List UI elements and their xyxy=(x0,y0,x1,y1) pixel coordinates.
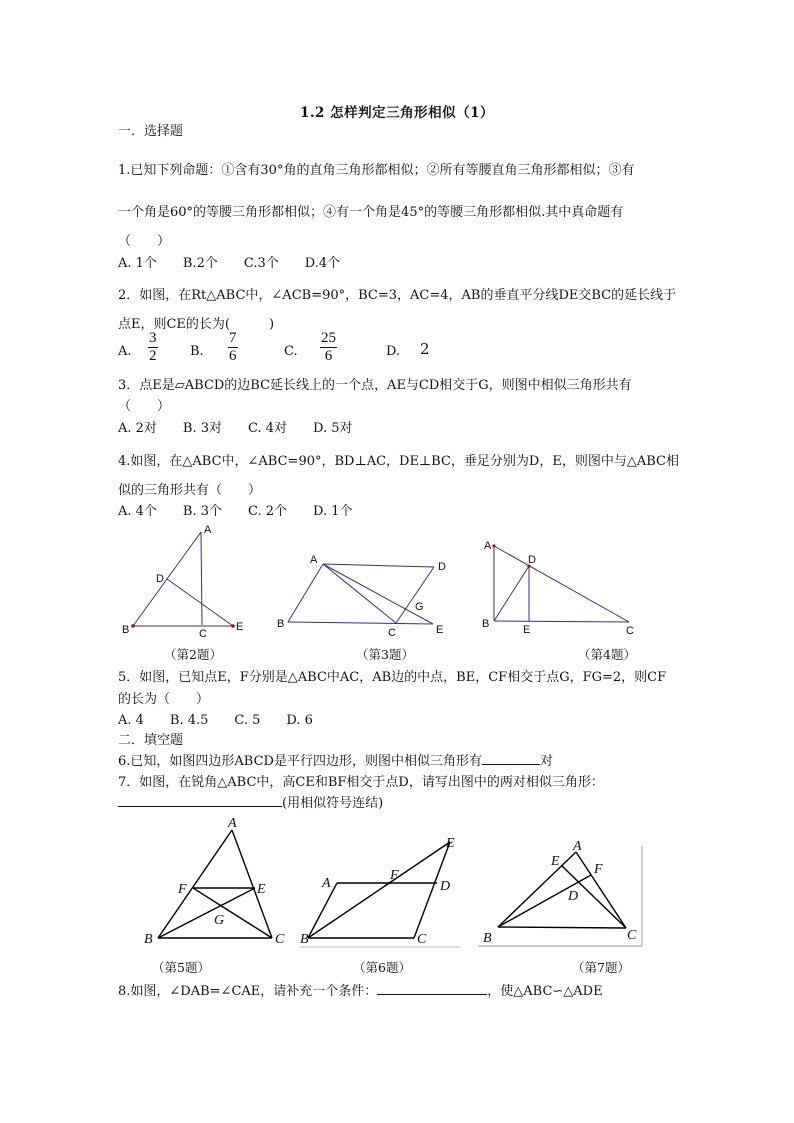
figure-q6 xyxy=(300,832,465,952)
fig2-label-a: A xyxy=(204,524,212,536)
fig7-label-f: F xyxy=(594,862,603,877)
fig6-label-b: B xyxy=(300,932,309,947)
fig4-label-c: C xyxy=(626,625,634,637)
q1-options: A. 1个 B.2个 C.3个 D.4个 xyxy=(118,256,341,271)
fig7-label-d: D xyxy=(568,889,579,904)
q1-line3: （ ） xyxy=(118,234,171,249)
q6-line xyxy=(118,750,553,769)
caption-q7-figure: （第7题） xyxy=(572,960,630,975)
figure-q5 xyxy=(140,812,295,952)
fig3-label-g: G xyxy=(415,601,424,613)
q2-option-d-label: D. xyxy=(386,344,401,359)
fig4-label-e: E xyxy=(523,624,531,636)
fig7-label-b: B xyxy=(483,931,492,946)
q2-option-c-label: C. xyxy=(284,344,298,359)
fig2-label-d: D xyxy=(156,573,164,585)
q8-text-tail: ，使△ABC∽△ADE xyxy=(487,984,603,999)
fig5-label-b: B xyxy=(144,932,153,947)
q3-options: A. 2对 B. 3对 C. 4对 D. 5对 xyxy=(118,421,353,436)
caption-q5-figure: （第5题） xyxy=(152,960,210,975)
caption-q2-figure: （第2题） xyxy=(164,647,222,662)
fig6-label-e: E xyxy=(446,836,455,851)
fig4-label-d: D xyxy=(528,554,536,566)
q2-line2: 点E，则CE的长为( ) xyxy=(118,317,275,332)
fig5-seg-be xyxy=(158,888,255,938)
section-choice-heading: 一．选择题 xyxy=(118,124,184,139)
fig4-seg-ac xyxy=(494,546,629,622)
fig6-label-f: F xyxy=(390,868,399,883)
figure-q2 xyxy=(120,522,250,642)
fig2-dot-e xyxy=(231,624,235,628)
fig2-dot-b xyxy=(131,624,135,628)
q1-line2: 一个角是60°的等腰三角形都相似；④有一个角是45°的等腰三角形都相似.其中真命题有 xyxy=(118,205,624,220)
q4-options: A. 4个 B. 3个 C. 2个 D. 1个 xyxy=(118,504,353,519)
q2-fraction-a-numerator: 3 xyxy=(149,330,157,346)
fig2-seg-de xyxy=(167,579,233,626)
fig5-label-c: C xyxy=(275,932,285,947)
fig2-label-c: C xyxy=(199,628,207,640)
fig2-label-e: E xyxy=(236,621,244,633)
q3-line1: 3．点E是▱ABCD的边BC延长线上的一个点，AE与CD相交于G，则图中相似三角形共有 xyxy=(118,378,632,393)
fig3-label-b: B xyxy=(277,618,285,630)
fig4-seg-bd xyxy=(494,566,529,621)
fig3-seg-ae xyxy=(323,564,433,624)
fig4-seg-bc xyxy=(494,621,629,622)
fig4-label-b: B xyxy=(482,618,490,630)
fig3-seg-ad xyxy=(323,564,434,567)
page-title: 1.2 怎样判定三角形相似（1） xyxy=(299,105,495,121)
q7-answer-blank[interactable] xyxy=(118,806,282,807)
q6-answer-blank[interactable] xyxy=(482,764,540,765)
q4-line2: 似的三角形共有（ ） xyxy=(118,483,262,498)
q5-line1: 5．如图，已知点E，F分别是△ABC中AC，AB边的中点，BE，CF相交于点G，FG=2，则CF xyxy=(118,670,667,685)
fig7-seg-bc xyxy=(498,927,626,928)
fig4-dot-a xyxy=(492,544,495,547)
caption-q4-figure: （第4题） xyxy=(578,647,636,662)
caption-q3-figure: （第3题） xyxy=(356,647,414,662)
figure-q3 xyxy=(272,550,452,645)
q2-fraction-a-denominator: 2 xyxy=(149,348,157,364)
fig3-label-c: C xyxy=(388,627,396,639)
q2-fraction-b-denominator: 6 xyxy=(229,348,237,364)
caption-q6-figure: （第6题） xyxy=(353,960,411,975)
q2-fraction-c-numerator: 25 xyxy=(321,330,336,346)
fig6-label-c: C xyxy=(417,932,427,947)
fig3-label-e: E xyxy=(436,624,444,636)
fig3-seg-be xyxy=(288,622,433,624)
q2-line1: 2．如图，在Rt△ABC中，∠ACB=90°，BC=3，AC=4，AB的垂直平分线DE交BC的延长线于 xyxy=(118,288,677,303)
fig3-seg-ab xyxy=(288,564,323,622)
fig6-label-a: A xyxy=(322,876,331,891)
q7-line1: 7．如图，在锐角△ABC中，高CE和BF相交于点D，请写出图中的两对相似三角形： xyxy=(118,775,604,790)
q6-text-tail: 对 xyxy=(539,754,553,769)
q8-line xyxy=(118,980,603,999)
fig3-label-a: A xyxy=(310,554,318,566)
fig6-seg-ab xyxy=(308,883,337,938)
fig7-label-e: E xyxy=(551,854,560,869)
q3-line2: （ ） xyxy=(118,399,171,414)
q7-line2 xyxy=(118,792,383,811)
fig6-label-d: D xyxy=(440,879,451,894)
q2-option-a-label: A. xyxy=(118,344,132,359)
q2-fraction-c-denominator: 6 xyxy=(324,348,333,364)
figure-q4 xyxy=(478,532,643,637)
q2-option-d-value: 2 xyxy=(420,340,430,358)
fig2-label-b: B xyxy=(122,624,130,636)
q6-text: 6.已知，如图四边形ABCD是平行四边形，则图中相似三角形有 xyxy=(118,754,482,769)
fig5-seg-ac xyxy=(232,830,272,938)
q5-options: A. 4 B. 4.5 C. 5 D. 6 xyxy=(118,713,313,728)
fig3-seg-ac xyxy=(323,564,396,623)
fig5-label-a: A xyxy=(228,816,237,831)
q4-line1: 4.如图，在△ABC中，∠ABC=90°，BD⊥AC，DE⊥BC，垂足分别为D，E，则图中与△ABC相 xyxy=(118,454,679,469)
fig7-label-c: C xyxy=(627,928,637,943)
q2-fraction-c xyxy=(320,330,337,365)
q2-fraction-b xyxy=(228,330,238,365)
fig5-label-e: E xyxy=(257,882,266,897)
q2-fraction-b-numerator: 7 xyxy=(229,330,237,346)
figure-q7 xyxy=(478,838,648,950)
fig4-label-a: A xyxy=(484,540,492,552)
q8-answer-blank[interactable] xyxy=(377,994,487,995)
q7-text-tail: (用相似符号连结) xyxy=(282,796,384,811)
fig5-label-f: F xyxy=(178,882,187,897)
fig3-label-d: D xyxy=(438,561,446,573)
q2-option-b-label: B. xyxy=(190,344,204,359)
fig2-seg-ac xyxy=(201,532,202,625)
fig7-label-a: A xyxy=(573,839,582,854)
section-fill-heading: 二．填空题 xyxy=(118,733,184,748)
q1-line1: 1.已知下列命题：①含有30°角的直角三角形都相似；②所有等腰直角三角形都相似；③有 xyxy=(118,163,635,178)
fig5-label-g: G xyxy=(214,913,225,928)
q2-fraction-a xyxy=(148,330,158,365)
q8-text: 8.如图，∠DAB=∠CAE，请补充一个条件： xyxy=(118,984,378,999)
q5-line2: 的长为（ ） xyxy=(118,692,210,707)
